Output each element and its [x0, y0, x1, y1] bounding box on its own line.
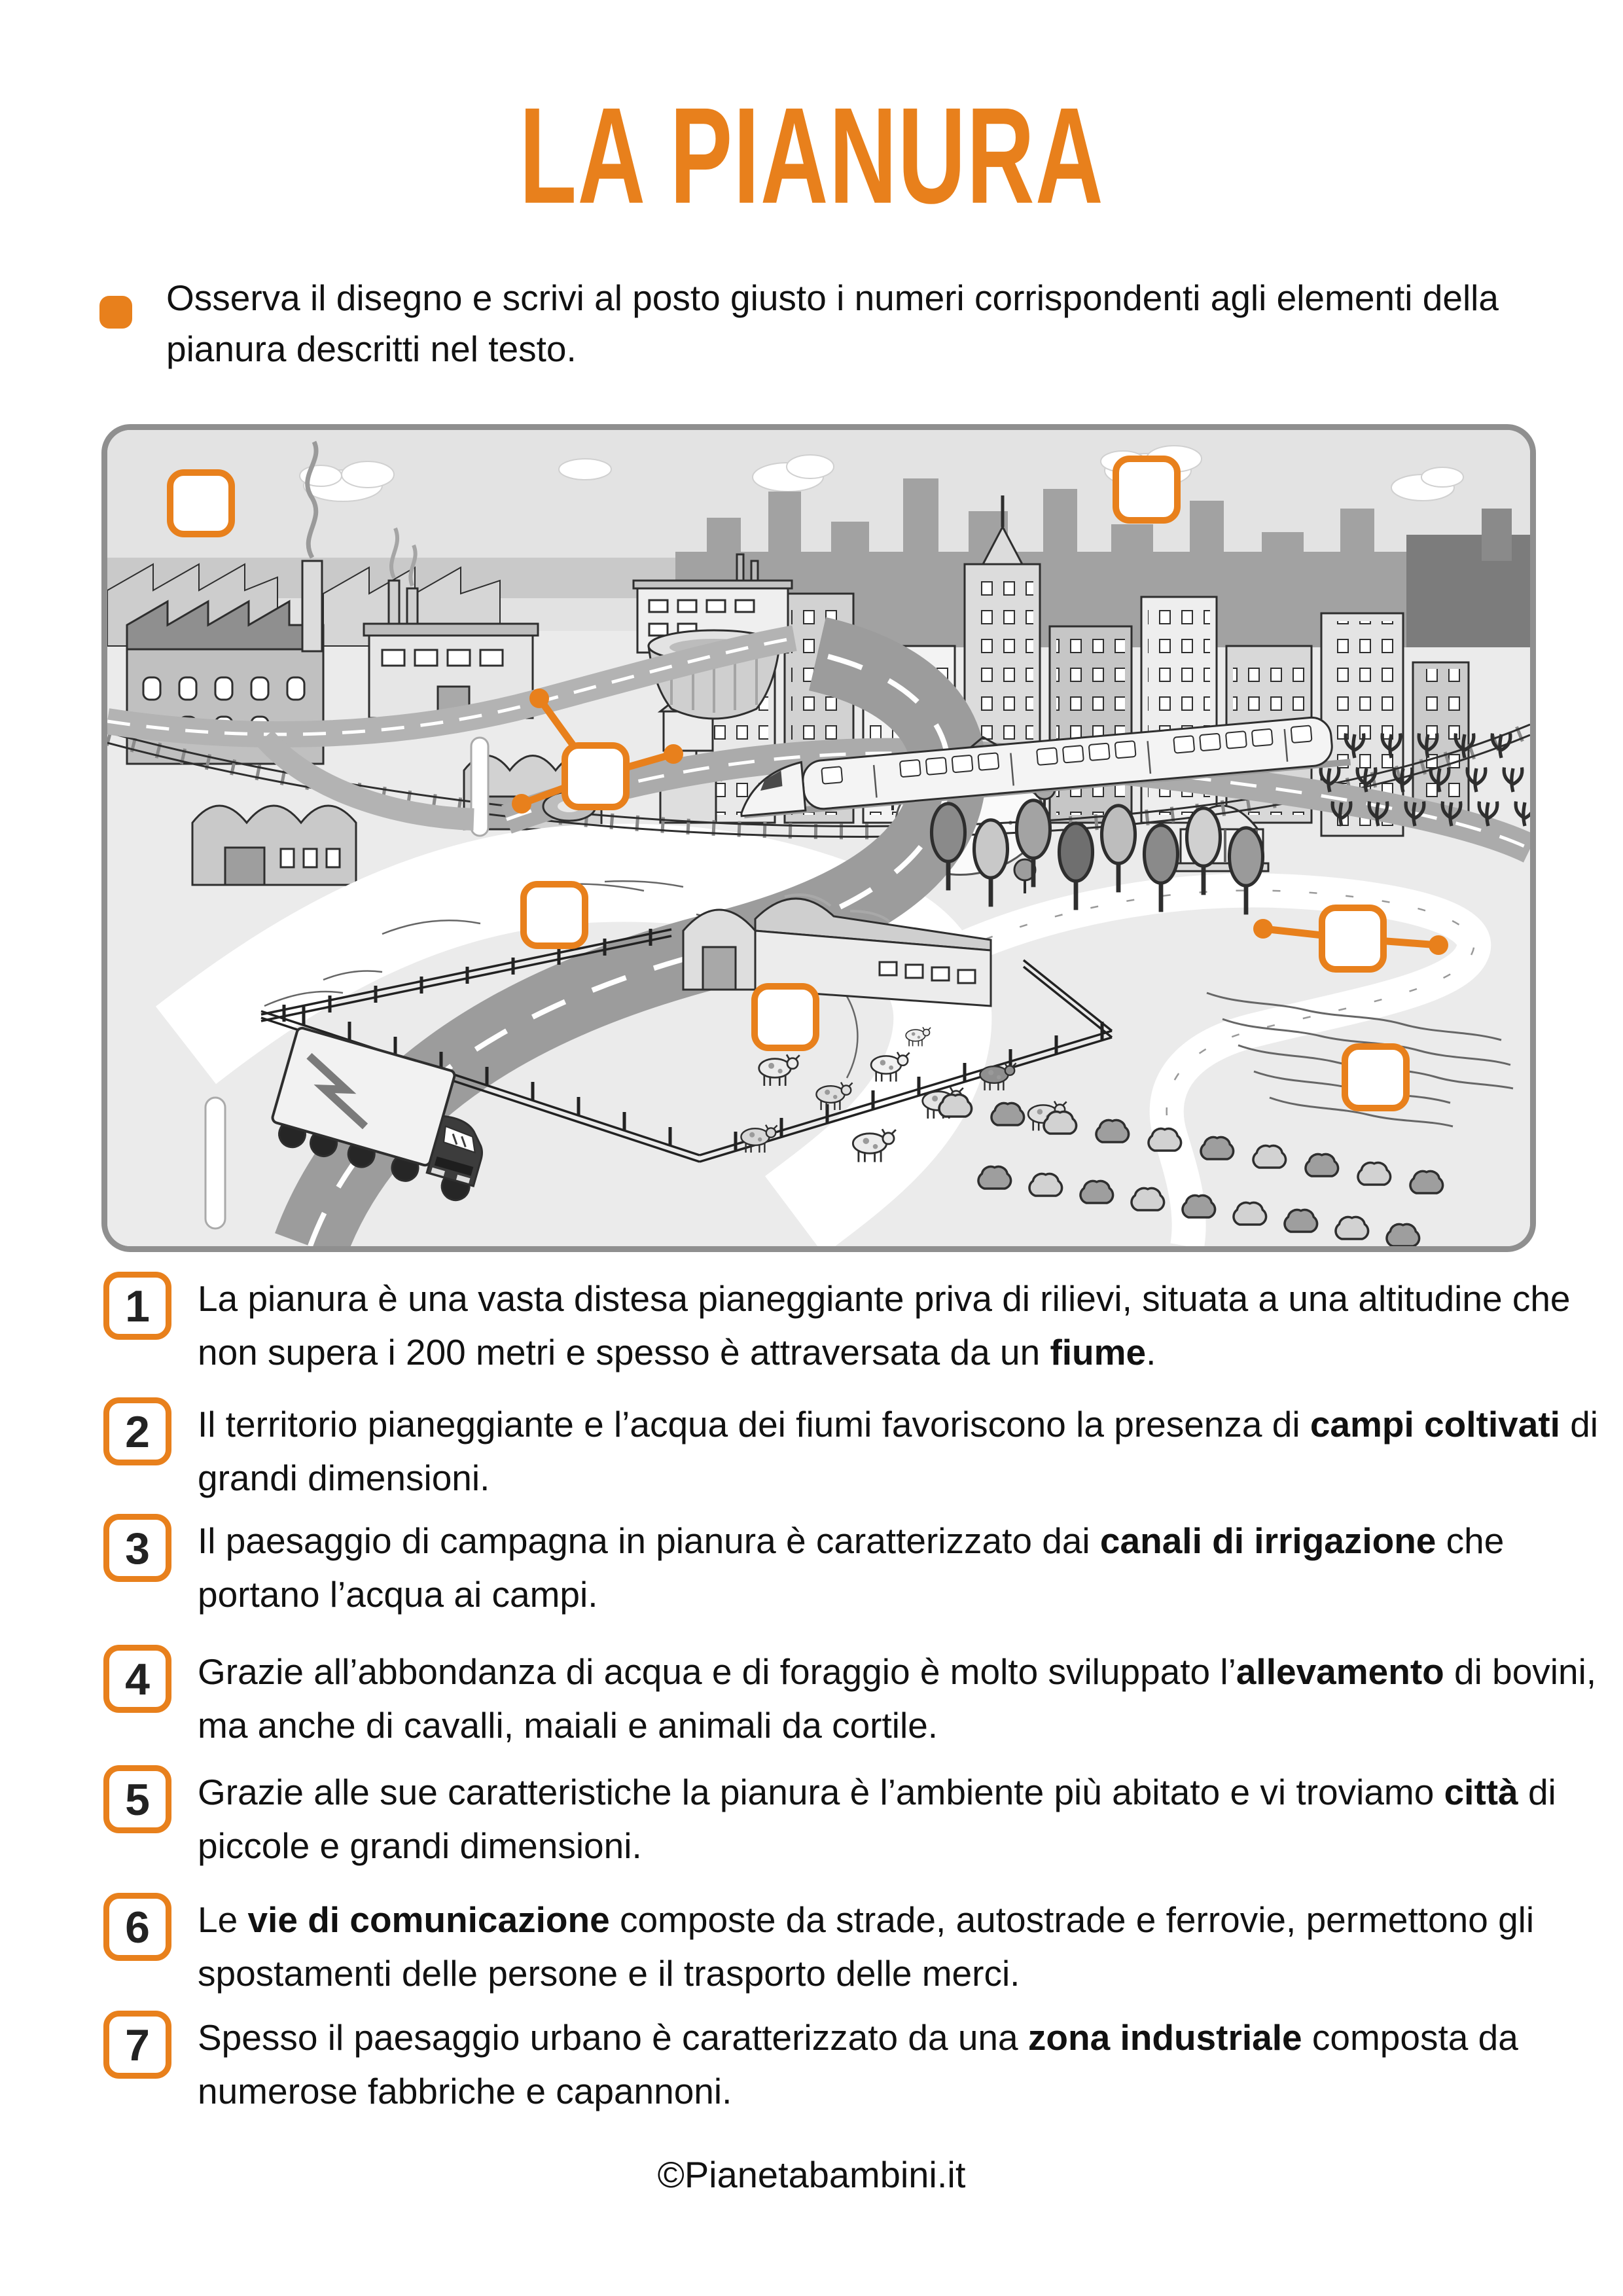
- item-number-badge: 2: [103, 1397, 171, 1465]
- item-text: Il territorio pianeggiante e l’acqua dei fiumi favoriscono la presenza di campi coltivati di grandi dimensioni.: [198, 1404, 1599, 1498]
- list-item-3: [0, 1514, 1623, 1664]
- plain-landscape-illustration: [107, 430, 1530, 1246]
- answer-box-livestock[interactable]: [751, 983, 819, 1051]
- footer-credit: ©Pianetabambini.it: [657, 2154, 966, 2195]
- item-number-badge: 4: [103, 1645, 171, 1713]
- item-number-badge: 5: [103, 1765, 171, 1833]
- answer-box-industrial-zone[interactable]: [167, 469, 235, 537]
- item-text: La pianura è una vasta distesa pianeggiante priva di rilievi, situata a una altitudine che non supera i 200 metri e spesso è attraversata da un fiume.: [198, 1278, 1571, 1372]
- item-number-badge: 3: [103, 1514, 171, 1582]
- list-item-7: [0, 2011, 1623, 2161]
- item-number-badge: 1: [103, 1272, 171, 1340]
- answer-box-river[interactable]: [520, 881, 588, 949]
- item-number-badge: 6: [103, 1893, 171, 1961]
- item-text: Grazie alle sue caratteristiche la pianura è l’ambiente più abitato e vi troviamo città di piccole e grandi dimensioni.: [198, 1772, 1556, 1866]
- illustration-panel: [101, 424, 1536, 1252]
- answer-box-city[interactable]: [1113, 456, 1181, 524]
- answer-box-cultivated-fields[interactable]: [1342, 1043, 1410, 1111]
- answer-box-roads-railway[interactable]: [562, 742, 630, 810]
- instruction-bullet-icon: [99, 296, 132, 329]
- item-text: Grazie all’abbondanza di acqua e di foraggio è molto sviluppato l’allevamento di bovini, ma anche di cavalli, maiali e animali da cortile.: [198, 1651, 1597, 1746]
- item-text: Spesso il paesaggio urbano è caratterizzato da una zona industriale composta da numerose fabbriche e capannoni.: [198, 2017, 1518, 2111]
- item-text: Il paesaggio di campagna in pianura è caratterizzato dai canali di irrigazione che portano l’acqua ai campi.: [198, 1520, 1505, 1615]
- item-text: Le vie di comunicazione composte da strade, autostrade e ferrovie, permettono gli spostamenti delle persone e il trasporto delle merci.: [198, 1899, 1535, 1994]
- answer-box-irrigation-canals[interactable]: [1319, 905, 1387, 973]
- instruction-text: Osserva il disegno e scrivi al posto giusto i numeri corrispondenti agli elementi della pianura descritti nel testo.: [166, 278, 1499, 369]
- item-number-badge: 7: [103, 2011, 171, 2079]
- page-title: LA PIANURA: [519, 79, 1104, 232]
